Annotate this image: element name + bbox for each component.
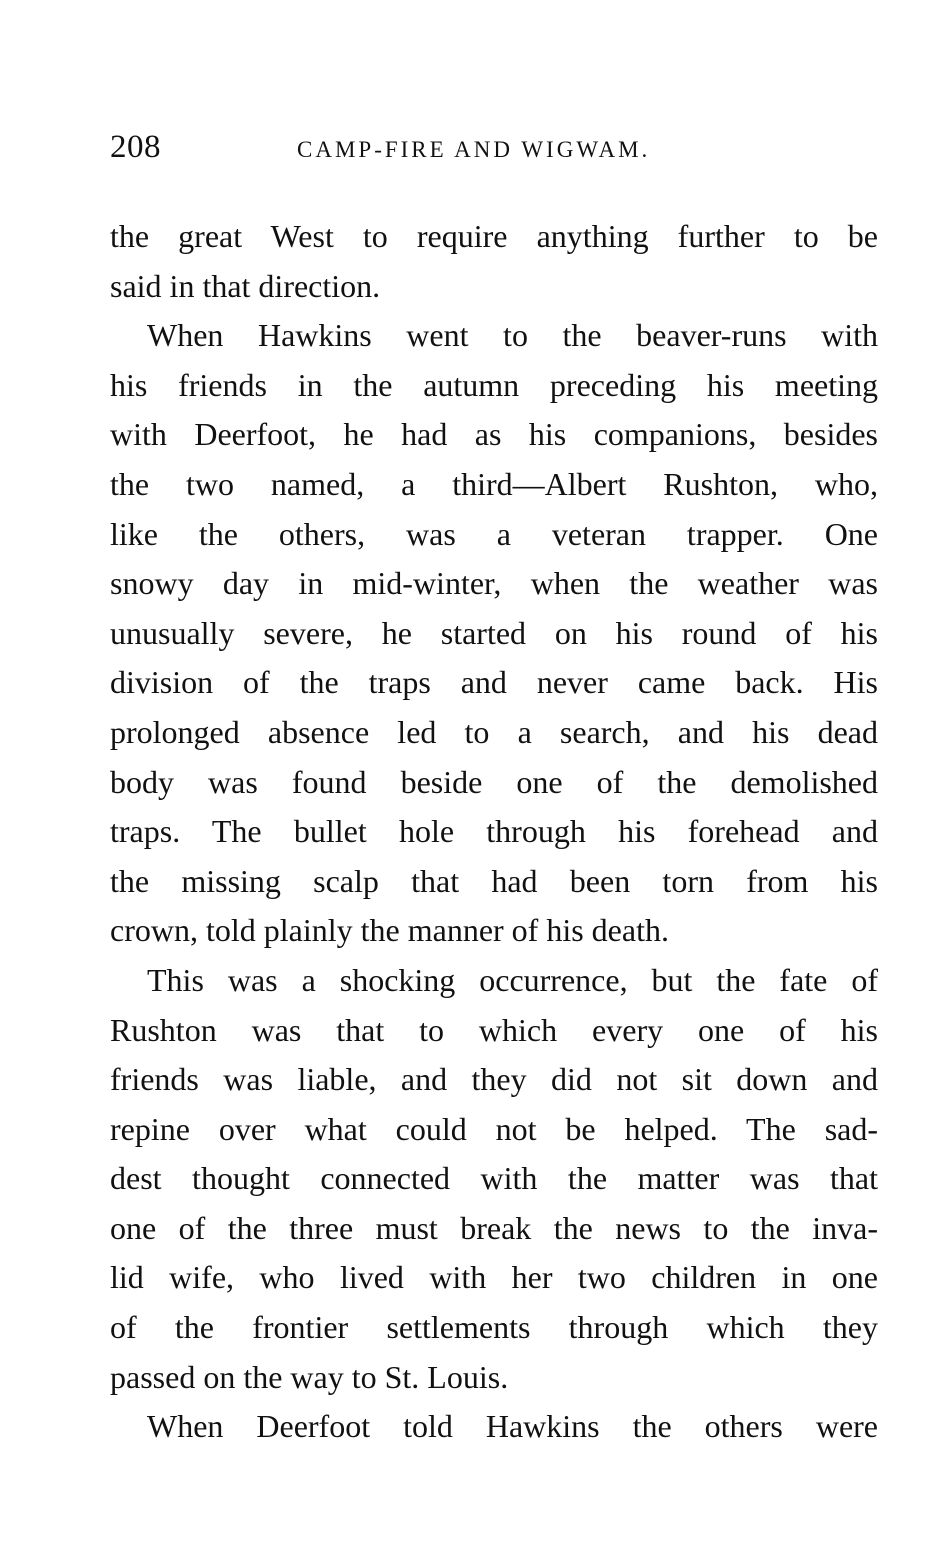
text-line: crown, told plainly the manner of his death. bbox=[110, 912, 669, 949]
text-line: one of the three must break the news to the inva- bbox=[110, 1209, 878, 1246]
text-line: like the others, was a veteran trapper. One bbox=[110, 515, 878, 552]
text-line: friends was liable, and they did not sit down and bbox=[110, 1061, 878, 1098]
text-line: repine over what could not be helped. The sad- bbox=[110, 1110, 878, 1147]
body-text bbox=[110, 212, 878, 1452]
running-head bbox=[110, 127, 880, 175]
text-line: of the frontier settlements through which they bbox=[110, 1309, 878, 1346]
text-line: snowy day in mid-winter, when the weather was bbox=[110, 565, 878, 602]
text-line: his friends in the autumn preceding his meeting bbox=[110, 366, 878, 403]
text-line: dest thought connected with the matter was that bbox=[110, 1160, 878, 1197]
text-line: the missing scalp that had been torn from his bbox=[110, 862, 878, 899]
text-line: with Deerfoot, he had as his companions, besides bbox=[110, 416, 878, 453]
text-line: prolonged absence led to a search, and his dead bbox=[110, 713, 878, 750]
text-line: the great West to require anything further to be bbox=[110, 218, 878, 254]
text-line: division of the traps and never came back. His bbox=[110, 664, 878, 701]
text-line: traps. The bullet hole through his forehead and bbox=[110, 813, 878, 850]
page-number: 208 bbox=[110, 129, 161, 165]
text-line: the two named, a third—Albert Rushton, who, bbox=[110, 465, 878, 502]
running-title: CAMP-FIRE AND WIGWAM. bbox=[297, 137, 651, 162]
text-line: This was a shocking occurrence, but the fate of bbox=[147, 961, 878, 998]
text-line: When Deerfoot told Hawkins the others were bbox=[147, 1408, 878, 1445]
text-line: unusually severe, he started on his round of his bbox=[110, 614, 878, 651]
text-line: body was found beside one of the demolished bbox=[110, 763, 878, 800]
text-line: Rushton was that to which every one of his bbox=[110, 1011, 878, 1048]
text-line: said in that direction. bbox=[110, 267, 381, 304]
text-line: When Hawkins went to the beaver-runs with bbox=[147, 317, 878, 354]
text-line: passed on the way to St. Louis. bbox=[110, 1358, 509, 1395]
text-line: lid wife, who lived with her two children in one bbox=[110, 1259, 878, 1296]
